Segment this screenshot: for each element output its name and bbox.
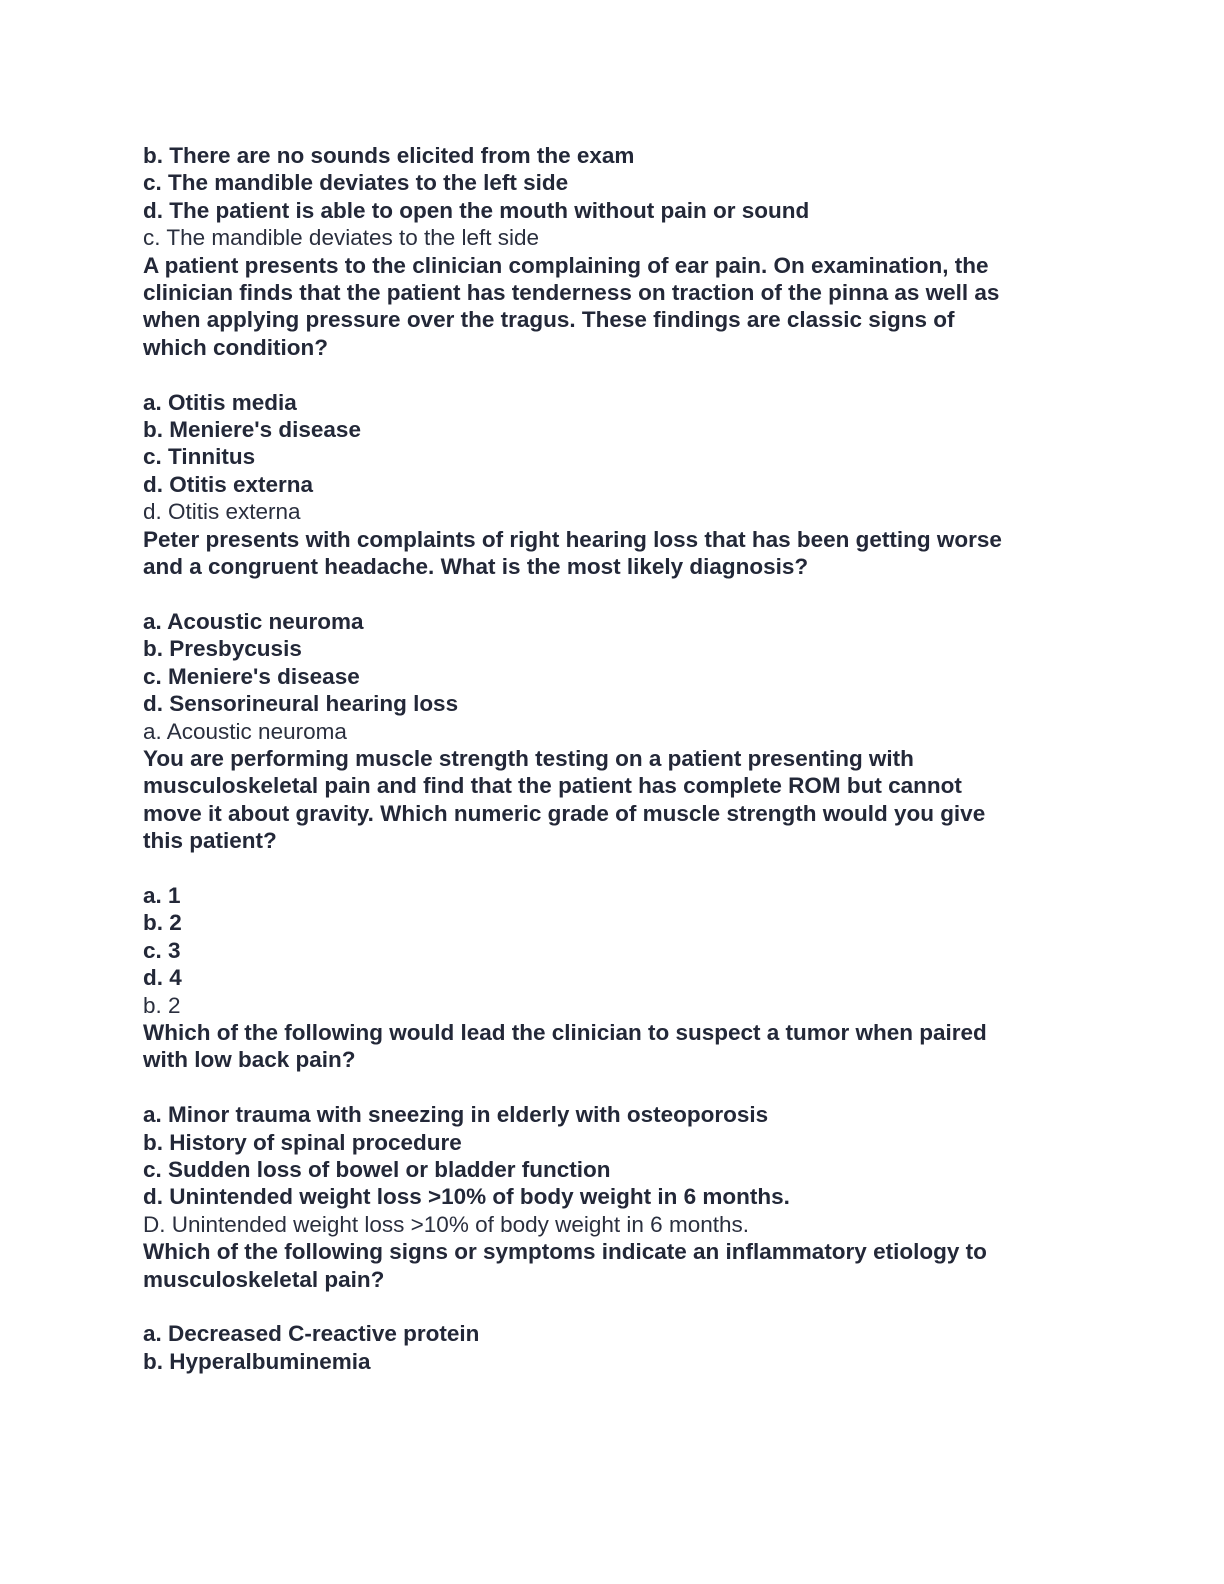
option-a: a. Minor trauma with sneezing in elderly with osteoporosis xyxy=(143,1102,769,1128)
option-d: d. Otitis externa xyxy=(143,471,314,497)
option-a: a. Otitis media xyxy=(143,389,297,415)
spacer xyxy=(143,1293,1073,1320)
option-b: b. Hyperalbuminemia xyxy=(143,1348,371,1374)
question-line: when applying pressure over the tragus. These findings are classic signs of xyxy=(143,307,955,333)
spacer xyxy=(143,361,1073,388)
question-block-3 xyxy=(143,745,1073,1019)
option-b: b. 2 xyxy=(143,910,182,936)
option-d: d. 4 xyxy=(143,965,182,991)
option-a: a. 1 xyxy=(143,882,181,908)
option-d: d. Sensorineural hearing loss xyxy=(143,691,459,717)
option-c: c. 3 xyxy=(143,937,181,963)
option-d: d. Unintended weight loss >10% of body weight in 6 months. xyxy=(143,1184,790,1210)
answer: a. Acoustic neuroma xyxy=(143,718,347,744)
spacer xyxy=(143,855,1073,882)
question-line: move it about gravity. Which numeric grade of muscle strength would you give xyxy=(143,800,986,826)
option-c: c. Meniere's disease xyxy=(143,663,360,689)
option-a: a. Decreased C-reactive protein xyxy=(143,1321,480,1347)
option-b: b. Presbycusis xyxy=(143,636,302,662)
question-block-2 xyxy=(143,526,1073,745)
answer: D. Unintended weight loss >10% of body weight in 6 months. xyxy=(143,1211,749,1237)
option-d: d. The patient is able to open the mouth without pain or sound xyxy=(143,197,810,223)
question-line: this patient? xyxy=(143,828,277,854)
question-line: with low back pain? xyxy=(143,1047,356,1073)
question-line: and a congruent headache. What is the most likely diagnosis? xyxy=(143,554,809,580)
question-block-5 xyxy=(143,1238,1073,1375)
option-c: c. The mandible deviates to the left side xyxy=(143,170,569,196)
question-line: Peter presents with complaints of right hearing loss that has been getting worse xyxy=(143,526,1002,552)
question-line: Which of the following would lead the clinician to suspect a tumor when paired xyxy=(143,1019,987,1045)
question-line: which condition? xyxy=(143,334,328,360)
option-c: c. Tinnitus xyxy=(143,444,256,470)
question-block-4 xyxy=(143,1019,1073,1238)
option-b: b. There are no sounds elicited from the exam xyxy=(143,143,635,168)
question-line: musculoskeletal pain and find that the patient has complete ROM but cannot xyxy=(143,773,962,799)
spacer xyxy=(143,1074,1073,1101)
option-c: c. Sudden loss of bowel or bladder function xyxy=(143,1156,611,1182)
document-page xyxy=(143,142,1073,1375)
question-line: musculoskeletal pain? xyxy=(143,1266,385,1292)
answer: d. Otitis externa xyxy=(143,499,301,525)
question-line: clinician finds that the patient has tenderness on traction of the pinna as well as xyxy=(143,280,1000,306)
answer: c. The mandible deviates to the left side xyxy=(143,225,540,251)
answer: b. 2 xyxy=(143,992,181,1018)
option-b: b. History of spinal procedure xyxy=(143,1129,462,1155)
option-b: b. Meniere's disease xyxy=(143,417,361,443)
question-line: Which of the following signs or symptoms indicate an inflammatory etiology to xyxy=(143,1239,987,1265)
spacer xyxy=(143,580,1073,607)
question-block-0 xyxy=(143,142,1073,252)
question-line: A patient presents to the clinician complaining of ear pain. On examination, the xyxy=(143,252,989,278)
option-a: a. Acoustic neuroma xyxy=(143,608,364,634)
question-line: You are performing muscle strength testing on a patient presenting with xyxy=(143,745,914,771)
question-block-1 xyxy=(143,252,1073,526)
